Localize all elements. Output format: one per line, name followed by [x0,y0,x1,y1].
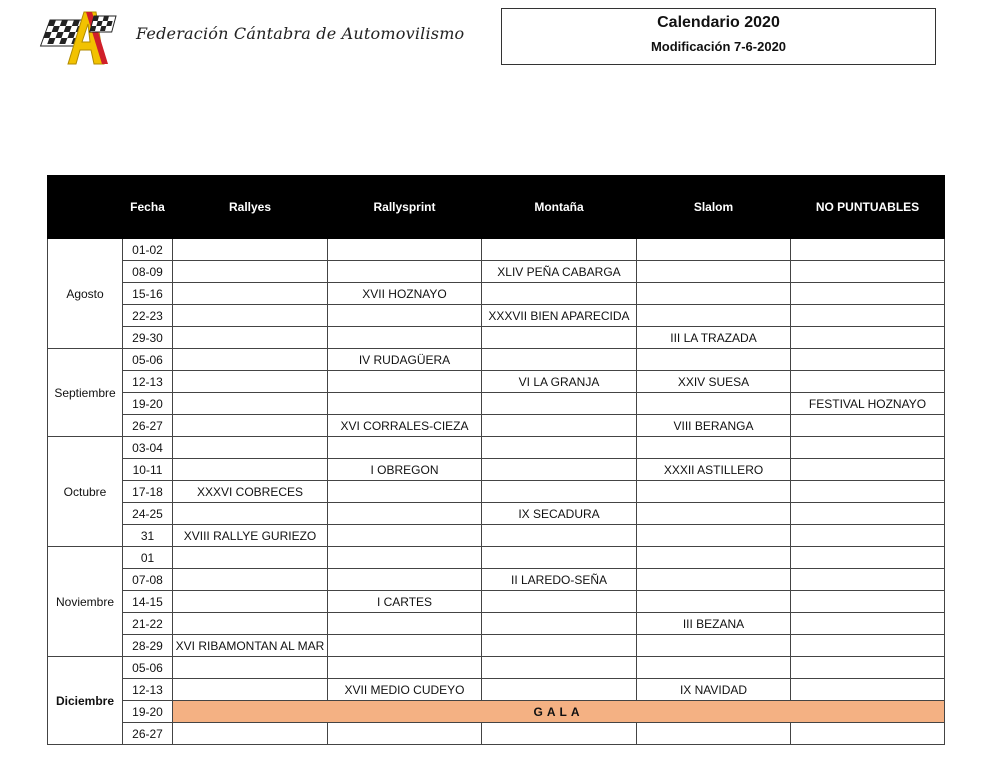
table-row [48,503,945,525]
montana-cell: XLIV PEÑA CABARGA [482,261,637,283]
rallysprint-cell [328,723,482,745]
rallysprint-cell: XVI CORRALES-CIEZA [328,415,482,437]
rallysprint-cell [328,525,482,547]
date-cell: 14-15 [123,591,173,613]
slalom-cell [637,525,791,547]
no-puntuables-cell: FESTIVAL HOZNAYO [791,393,945,415]
slalom-cell [637,305,791,327]
table-header-row [48,176,945,239]
rallysprint-cell [328,327,482,349]
slalom-cell [637,569,791,591]
table-row [48,349,945,371]
montana-cell: VI LA GRANJA [482,371,637,393]
rallysprint-cell [328,635,482,657]
no-puntuables-cell [791,525,945,547]
modification-date: Modificación 7-6-2020 [650,39,787,54]
rallyes-cell [173,305,328,327]
rallyes-cell [173,459,328,481]
rallyes-cell [173,679,328,701]
rallyes-cell [173,613,328,635]
month-cell: Agosto [48,239,123,349]
date-cell: 19-20 [123,701,173,723]
no-puntuables-cell [791,503,945,525]
no-puntuables-cell [791,283,945,305]
date-cell: 12-13 [123,679,173,701]
org-name: Federación Cántabra de Automovilismo [136,24,465,43]
montana-cell [482,415,637,437]
month-header [48,176,123,239]
table-row [48,701,945,723]
date-cell: 21-22 [123,613,173,635]
rallysprint-cell [328,547,482,569]
table-row [48,547,945,569]
rallyes-cell: XVI RIBAMONTAN AL MAR [173,635,328,657]
rallyes-cell [173,547,328,569]
table-row [48,459,945,481]
table-row [48,327,945,349]
no-puntuables-cell [791,349,945,371]
rallysprint-cell: XVII MEDIO CUDEYO [328,679,482,701]
slalom-cell [637,261,791,283]
date-cell: 10-11 [123,459,173,481]
rallyes-cell [173,239,328,261]
no-puntuables-header: NO PUNTUABLES [791,176,945,239]
slalom-cell: IX NAVIDAD [637,679,791,701]
date-cell: 01-02 [123,239,173,261]
no-puntuables-cell [791,657,945,679]
montana-cell [482,547,637,569]
rallysprint-cell [328,613,482,635]
rallyes-cell [173,349,328,371]
rallyes-cell [173,503,328,525]
rallysprint-cell [328,261,482,283]
rallysprint-cell [328,371,482,393]
federation-logo-icon [38,10,118,66]
rallysprint-cell [328,569,482,591]
no-puntuables-cell [791,569,945,591]
rallysprint-cell: IV RUDAGÜERA [328,349,482,371]
date-cell: 08-09 [123,261,173,283]
rallyes-cell [173,283,328,305]
montana-cell [482,437,637,459]
no-puntuables-cell [791,613,945,635]
fecha-header: Fecha [123,176,173,239]
calendar-table [47,175,945,745]
slalom-cell [637,591,791,613]
no-puntuables-cell [791,481,945,503]
table-row [48,261,945,283]
slalom-cell [637,283,791,305]
date-cell: 31 [123,525,173,547]
slalom-cell: III BEZANA [637,613,791,635]
date-cell: 24-25 [123,503,173,525]
table-row [48,371,945,393]
no-puntuables-cell [791,305,945,327]
rallysprint-cell: I CARTES [328,591,482,613]
date-cell: 29-30 [123,327,173,349]
no-puntuables-cell [791,415,945,437]
no-puntuables-cell [791,371,945,393]
table-row [48,393,945,415]
montana-cell [482,591,637,613]
rallysprint-cell [328,239,482,261]
rallysprint-cell [328,437,482,459]
no-puntuables-cell [791,547,945,569]
no-puntuables-cell [791,437,945,459]
month-cell: Diciembre [48,657,123,745]
no-puntuables-cell [791,723,945,745]
date-cell: 05-06 [123,657,173,679]
slalom-header: Slalom [637,176,791,239]
slalom-cell [637,547,791,569]
montana-cell [482,635,637,657]
slalom-cell [637,503,791,525]
no-puntuables-cell [791,591,945,613]
slalom-cell [637,635,791,657]
slalom-cell [637,481,791,503]
slalom-cell: VIII BERANGA [637,415,791,437]
montana-cell [482,657,637,679]
title-box [501,8,936,65]
table-row [48,525,945,547]
rallyes-cell [173,415,328,437]
montana-cell [482,679,637,701]
montana-cell [482,481,637,503]
montana-cell [482,723,637,745]
date-cell: 12-13 [123,371,173,393]
rallyes-cell: XVIII RALLYE GURIEZO [173,525,328,547]
table-row [48,305,945,327]
gala-cell: GALA [173,701,945,723]
no-puntuables-cell [791,327,945,349]
slalom-cell [637,657,791,679]
no-puntuables-cell [791,239,945,261]
rallysprint-cell [328,481,482,503]
rallysprint-cell [328,305,482,327]
rallyes-cell: XXXVI COBRECES [173,481,328,503]
no-puntuables-cell [791,459,945,481]
montana-cell [482,327,637,349]
table-row [48,679,945,701]
montana-header: Montaña [482,176,637,239]
table-row [48,723,945,745]
rallyes-cell [173,371,328,393]
slalom-cell [637,239,791,261]
slalom-cell: XXXII ASTILLERO [637,459,791,481]
montana-cell [482,393,637,415]
table-row [48,415,945,437]
month-cell: Noviembre [48,547,123,657]
date-cell: 15-16 [123,283,173,305]
slalom-cell [637,393,791,415]
rallyes-cell [173,393,328,415]
rallyes-cell [173,723,328,745]
date-cell: 01 [123,547,173,569]
slalom-cell: XXIV SUESA [637,371,791,393]
slalom-cell [637,437,791,459]
date-cell: 19-20 [123,393,173,415]
table-row [48,657,945,679]
slalom-cell [637,349,791,371]
table-row [48,239,945,261]
rallysprint-header: Rallysprint [328,176,482,239]
rallyes-cell [173,437,328,459]
rallyes-header: Rallyes [173,176,328,239]
page-title: Calendario 2020 [657,14,780,31]
rallysprint-cell [328,393,482,415]
rallyes-cell [173,657,328,679]
montana-cell [482,459,637,481]
table-row [48,591,945,613]
table-row [48,437,945,459]
montana-cell [482,525,637,547]
no-puntuables-cell [791,261,945,283]
rallysprint-cell [328,503,482,525]
montana-cell: IX SECADURA [482,503,637,525]
table-row [48,569,945,591]
month-cell: Octubre [48,437,123,547]
date-cell: 26-27 [123,415,173,437]
date-cell: 22-23 [123,305,173,327]
date-cell: 05-06 [123,349,173,371]
date-cell: 28-29 [123,635,173,657]
montana-cell [482,349,637,371]
month-cell: Septiembre [48,349,123,437]
rallyes-cell [173,261,328,283]
rallysprint-cell: I OBREGON [328,459,482,481]
table-row [48,481,945,503]
no-puntuables-cell [791,635,945,657]
rallysprint-cell: XVII HOZNAYO [328,283,482,305]
table-row [48,635,945,657]
date-cell: 17-18 [123,481,173,503]
montana-cell [482,239,637,261]
date-cell: 07-08 [123,569,173,591]
rallyes-cell [173,327,328,349]
table-row [48,613,945,635]
date-cell: 03-04 [123,437,173,459]
montana-cell [482,283,637,305]
montana-cell: XXXVII BIEN APARECIDA [482,305,637,327]
montana-cell: II LAREDO-SEÑA [482,569,637,591]
table-row [48,283,945,305]
montana-cell [482,613,637,635]
date-cell: 26-27 [123,723,173,745]
rallyes-cell [173,591,328,613]
slalom-cell: III LA TRAZADA [637,327,791,349]
slalom-cell [637,723,791,745]
rallysprint-cell [328,657,482,679]
rallyes-cell [173,569,328,591]
no-puntuables-cell [791,679,945,701]
